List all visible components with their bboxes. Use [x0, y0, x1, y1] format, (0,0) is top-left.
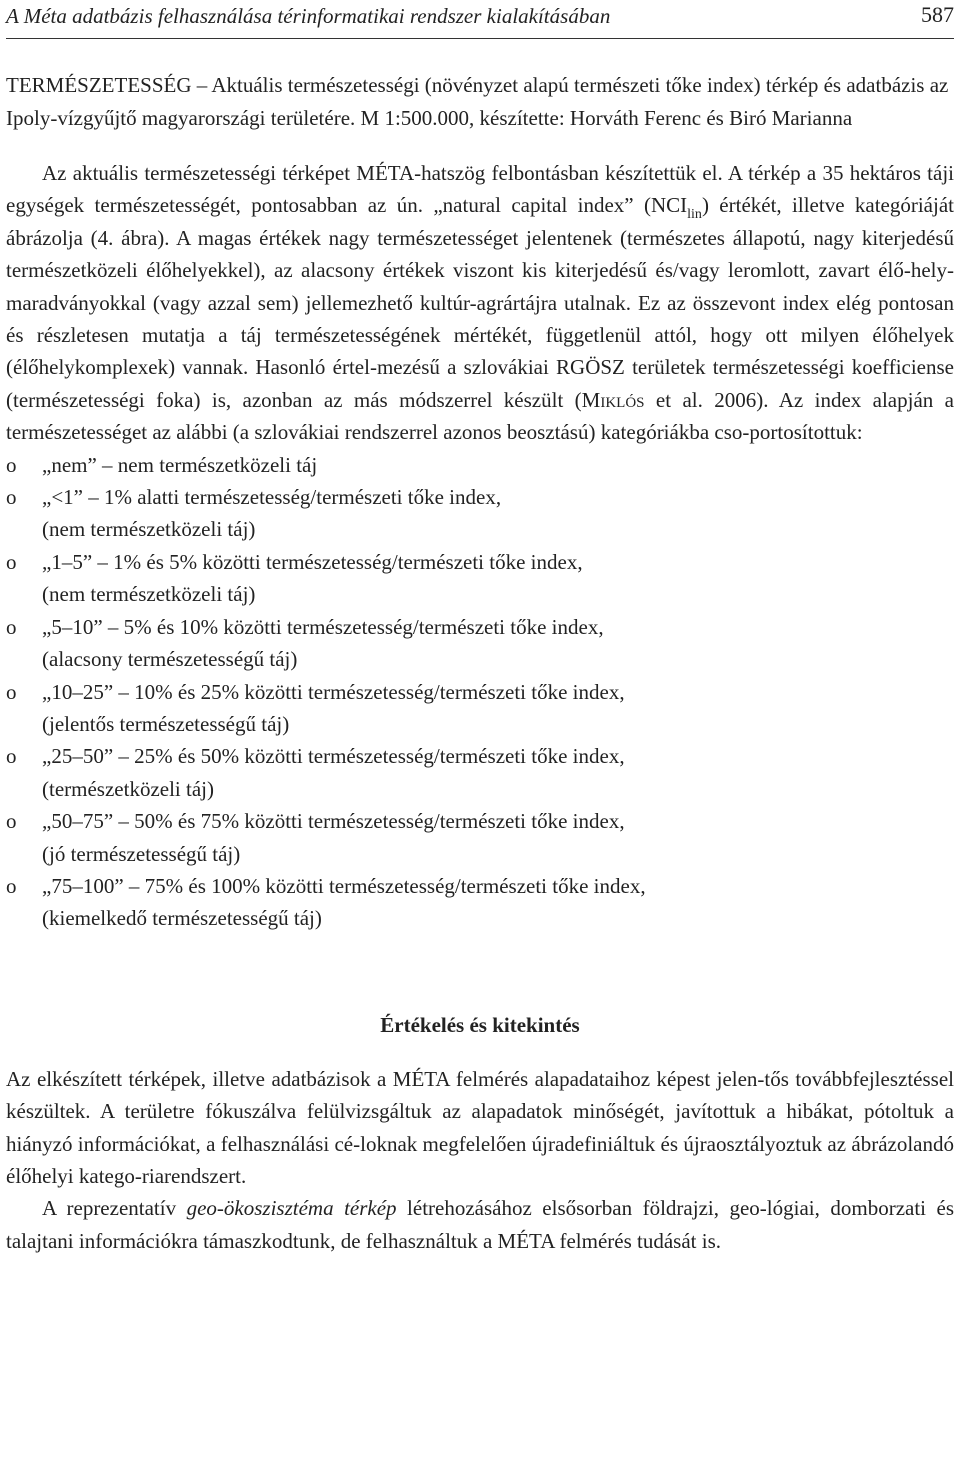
category-label: „25–50” – 25% és 50% közötti természetesség/természeti tőke index,: [42, 744, 625, 769]
nci-subscript: lin: [687, 207, 702, 223]
category-list-item: [6, 805, 954, 870]
bullet-marker: o: [6, 614, 17, 639]
bullet-marker: o: [6, 549, 17, 574]
paragraph-text: ) értékét, illetve kategóriáját ábrázolja (4. ábra). A magas értékek nagy természetességet jelentenek (természetes állapotú, nagy kiterjedésű természetközeli élőhelyekkel), az alacsony értékek viszont kis kiterjedésű és/vagy leromlott, zavart élő-hely-maradványokkal (vagy azzal sem) jellemezhető kultúr-agrártájra utalnak. Ez az összevont index elég pontosan és részletesen mutatja a táj természetességének mértékét, függetlenül attól, hogy ott milyen élőhelyek (élőhelykomplexek) vannak. Hasonló értel-mezésű a szlovákiai RGÖSZ területek természetességi koefficiense (természetességi foka) is, azonban az más módszerrel készült (: [6, 193, 954, 412]
category-description: (természetközeli táj): [42, 776, 214, 801]
category-list-item: [6, 870, 954, 935]
category-label: „10–25” – 10% és 25% közötti természetesség/természeti tőke index,: [42, 679, 625, 704]
author-name: Miklós: [581, 387, 645, 412]
bullet-marker: o: [6, 452, 17, 477]
category-label: „75–100” – 75% és 100% közötti természetesség/természeti tőke index,: [42, 873, 646, 898]
running-title: A Méta adatbázis felhasználása térinformatikai rendszer kialakításában: [6, 4, 611, 28]
category-description: (jó természetességű táj): [42, 841, 241, 866]
running-header: [6, 0, 954, 39]
page: [6, 0, 954, 1257]
paragraph-text: et al. 2006). Az index alapján a természetességet az alábbi (a szlovákiai rendszerrel azonos beosztású) kategóriákba cso-portosítottuk:: [6, 387, 954, 445]
category-list-item: [6, 546, 954, 611]
section-heading: Értékelés és kitekintés: [380, 1012, 580, 1037]
category-list-item: [6, 449, 954, 481]
category-list-item: [6, 740, 954, 805]
category-description: (nem természetközeli táj): [42, 517, 256, 542]
page-number: 587: [921, 2, 954, 27]
paragraph-text: Az aktuális természetességi térképet MÉTA-hatszög felbontásban készítettük el. A térkép a 35 hektáros táji egységek természetességét, pontosabban az ún. „natural capital index” (NCI: [6, 161, 954, 218]
bullet-marker: o: [6, 744, 17, 769]
category-list-item: [6, 611, 954, 676]
category-label: „1–5” – 1% és 5% közötti természetesség/természeti tőke index,: [42, 549, 583, 574]
category-description: (jelentős természetességű táj): [42, 711, 290, 736]
bullet-marker: o: [6, 679, 17, 704]
category-label: „nem” – nem természetközeli táj: [42, 452, 318, 477]
paragraph-evaluation: Az elkészített térképek, illetve adatbázisok a MÉTA felmérés alapadataihoz képest jelen-tős továbbfejlesztéssel készültek. A területre fókuszálva felülvizsgáltuk az alapadatok minőségét, javítottuk a hibákat, pótoltuk a hiányzó információkat, a felhasználási cé-loknak megfelelően újradefiniáltuk és újraosztályoztuk az ábrázolandó élőhelyi katego-riarendszert.: [6, 1066, 954, 1188]
bullet-marker: o: [6, 485, 17, 510]
paragraph-text: A reprezentatív: [42, 1196, 187, 1221]
paragraph-natural-capital-index: [6, 157, 954, 449]
italic-term: geo-ökoszisztéma térkép: [186, 1196, 397, 1221]
paragraph-text: létrehozásához elsősorban földrajzi, geo-lógiai, domborzati és talajtani információkra támaszkodtunk, de felhasználtuk a MÉTA felmérés tudását is.: [6, 1196, 954, 1253]
category-description: (alacsony természetességű táj): [42, 647, 298, 672]
bullet-marker: o: [6, 873, 17, 898]
paragraph-geo-ecosystem: [6, 1192, 954, 1257]
figure-caption: TERMÉSZETESSÉG – Aktuális természetességi (növényzet alapú természeti tőke index) térkép és adatbázis az Ipoly-vízgyűjtő magyarországi területére. M 1:500.000, készítette: Horváth Ferenc és Biró Marianna: [6, 73, 949, 130]
category-label: „<1” – 1% alatti természetesség/természeti tőke index,: [42, 485, 502, 510]
category-description: (kiemelkedő természetességű táj): [42, 906, 322, 931]
category-label: „5–10” – 5% és 10% közötti természetesség/természeti tőke index,: [42, 614, 604, 639]
category-list-item: [6, 481, 954, 546]
bullet-marker: o: [6, 809, 17, 834]
category-label: „50–75” – 50% és 75% közötti természetesség/természeti tőke index,: [42, 809, 625, 834]
category-list: [6, 449, 954, 935]
category-description: (nem természetközeli táj): [42, 582, 256, 607]
category-list-item: [6, 676, 954, 741]
